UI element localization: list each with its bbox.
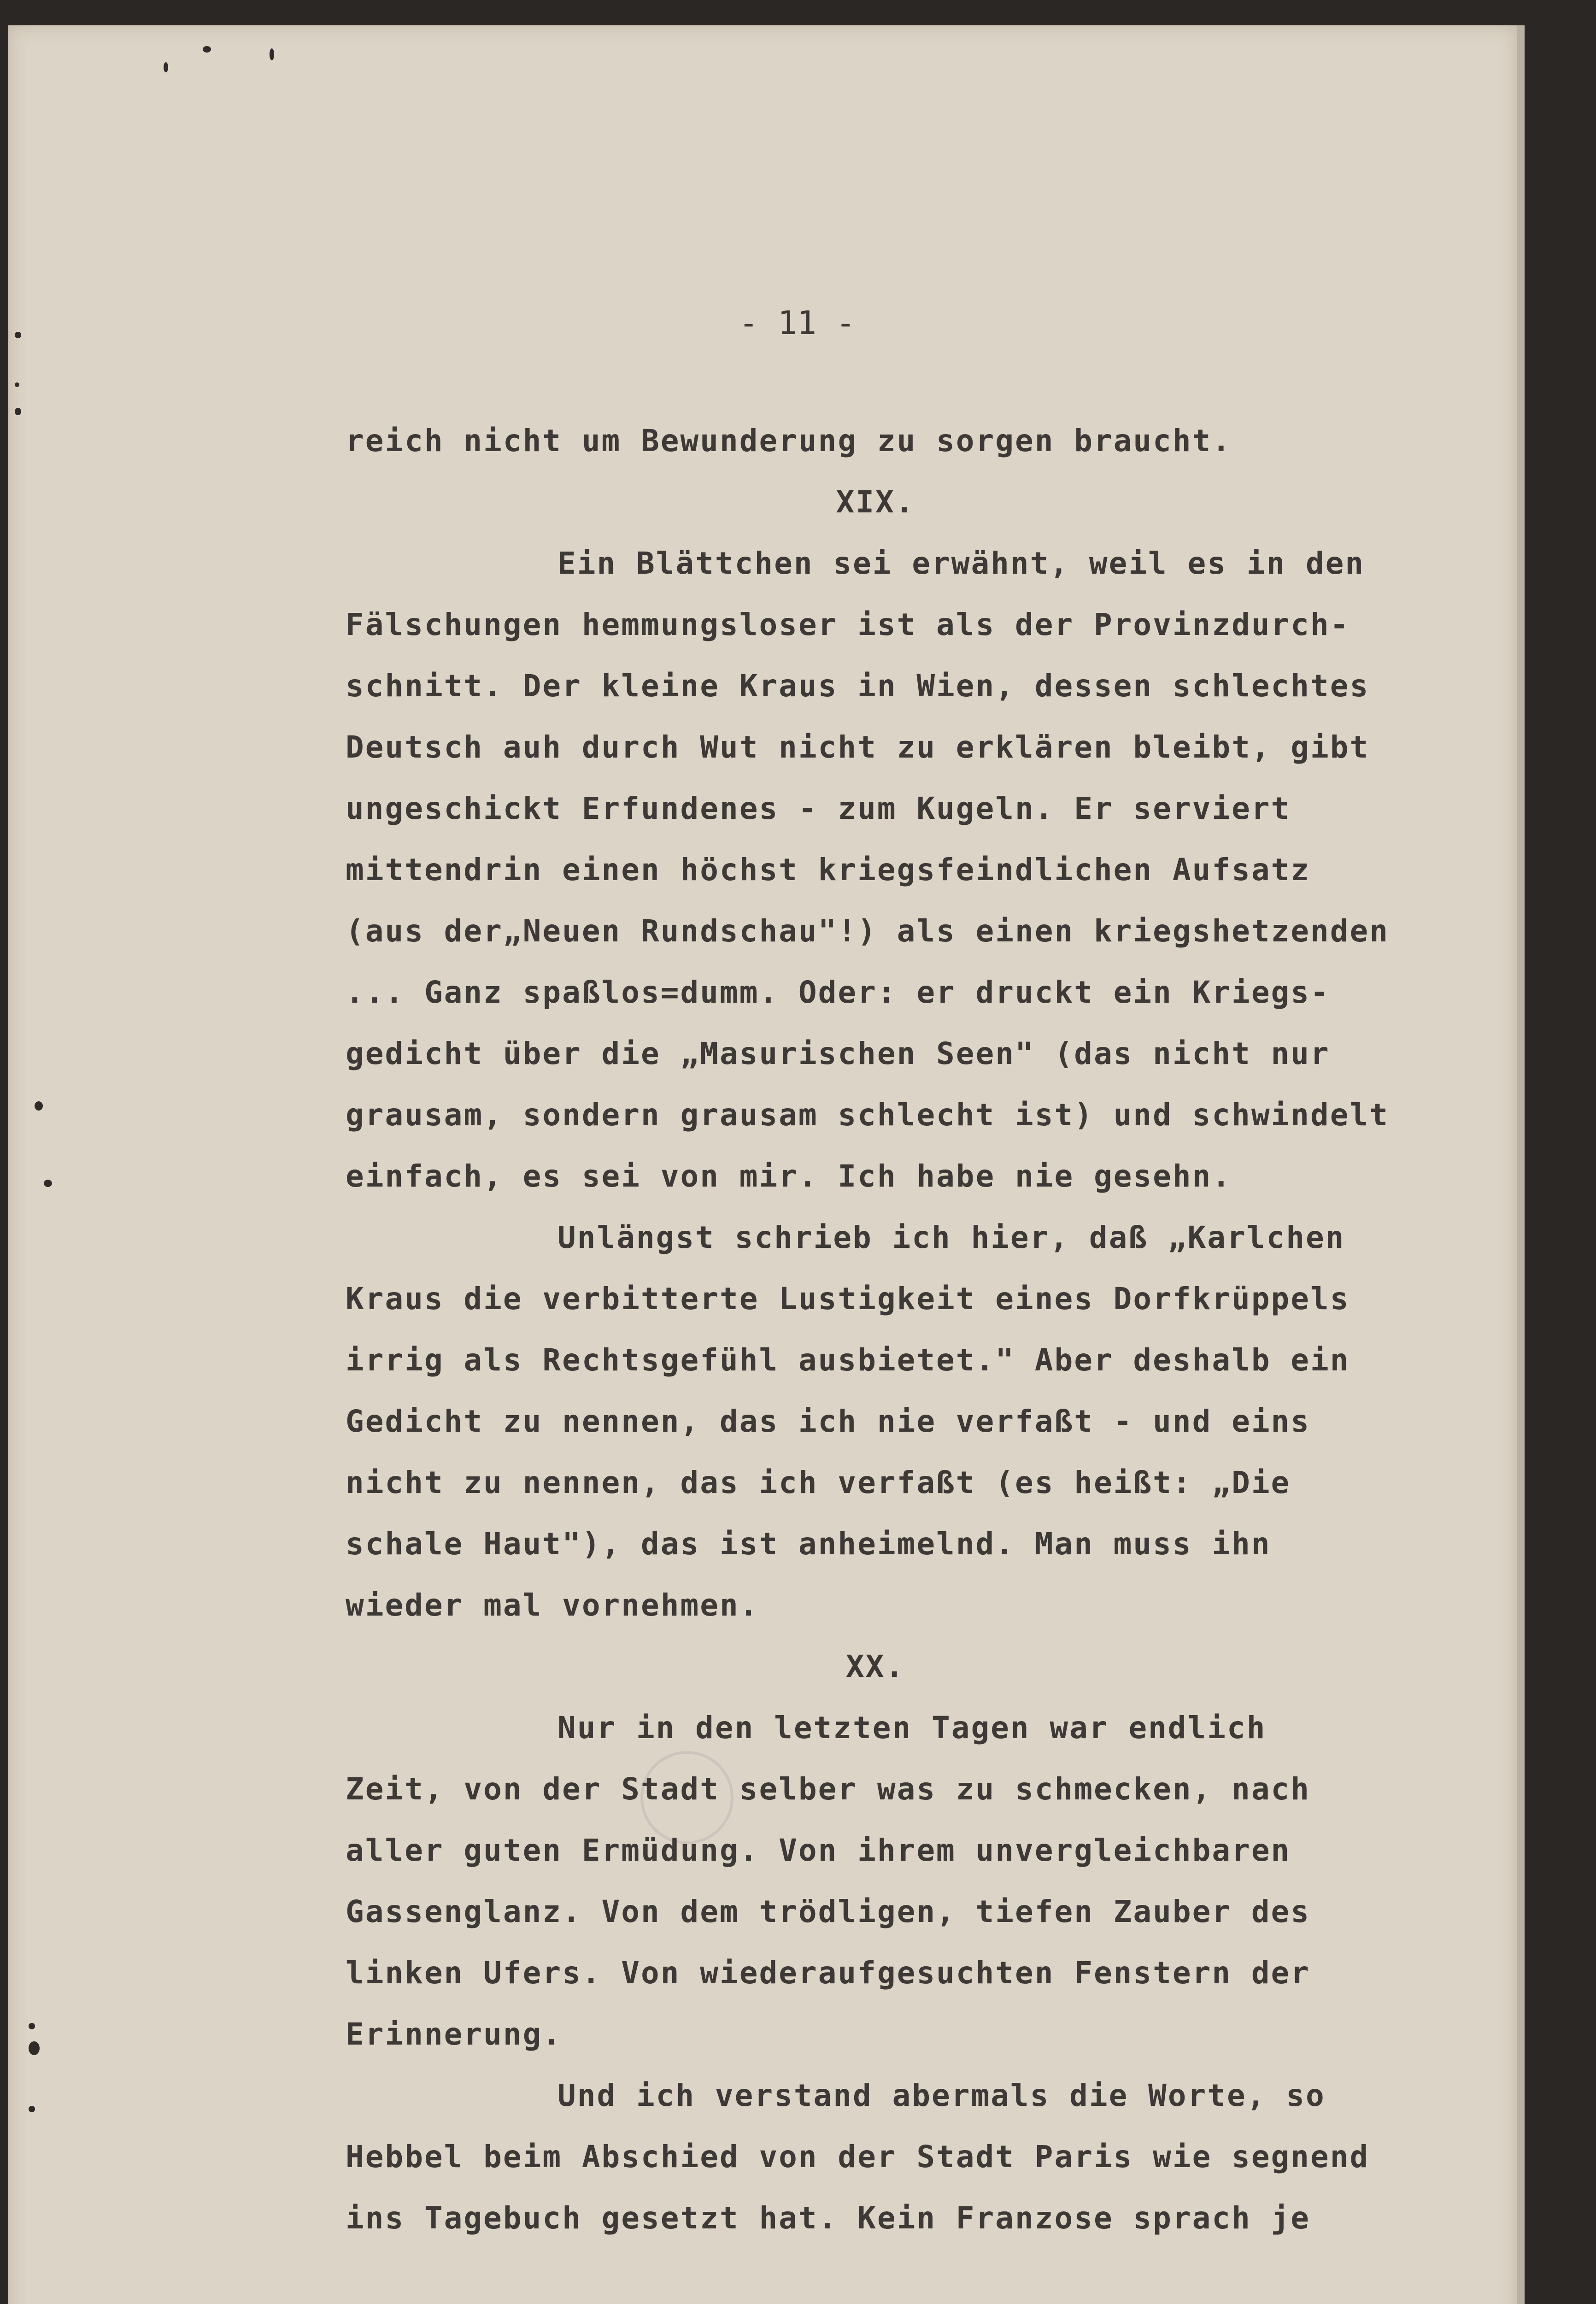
margin-mark [15,382,19,387]
margin-mark [35,1101,43,1111]
margin-mark [203,46,211,53]
text-line: Fälschungen hemmungsloser ist als der Provinzdurch- [346,607,1350,642]
typewritten-text [346,410,1488,2249]
text-line: ungeschickt Erfundenes - zum Kugeln. Er serviert [346,791,1291,826]
margin-mark [270,48,274,60]
text-line: irrig als Rechtsgefühl ausbietet." Aber deshalb ein [346,1342,1350,1378]
text-line: ... Ganz spaßlos=dumm. Oder: er druckt ein Kriegs- [346,975,1330,1010]
margin-mark [15,332,21,338]
text-line: aller guten Ermüdung. Von ihrem unvergleichbaren [346,1833,1291,1868]
section-heading-xx: XX. [845,1649,905,1684]
text-line: (aus der„Neuen Rundschau"!) als einen kriegshetzenden [346,913,1389,949]
text-line: wieder mal vornehmen. [346,1587,759,1623]
margin-mark [44,1180,52,1187]
text-line: ins Tagebuch gesetzt hat. Kein Franzose sprach je [346,2200,1311,2236]
text-line: Deutsch auh durch Wut nicht zu erklären bleibt, gibt [346,729,1370,765]
text-line: reich nicht um Bewunderung zu sorgen braucht. [346,423,1232,458]
margin-mark [15,408,21,415]
text-line: nicht zu nennen, das ich verfaßt (es heißt: „Die [346,1465,1291,1500]
text-line: Hebbel beim Abschied von der Stadt Paris wie segnend [346,2139,1370,2175]
text-line: mittendrin einen höchst kriegsfeindlichen Aufsatz [346,852,1311,888]
text-line: einfach, es sei von mir. Ich habe nie gesehn. [346,1158,1232,1194]
text-line: grausam, sondern grausam schlecht ist) und schwindelt [346,1097,1389,1133]
text-line: schale Haut"), das ist anheimelnd. Man muss ihn [346,1526,1271,1562]
margin-mark [29,2041,40,2055]
margin-mark [29,2023,35,2029]
text-line: linken Ufers. Von wiederaufgesuchten Fenstern der [346,1955,1311,1991]
text-line: Erinnerung. [346,2016,563,2052]
text-line: Zeit, von der Stadt selber was zu schmecken, nach [346,1771,1311,1807]
text-line: Und ich verstand abermals die Worte, so [557,2078,1326,2113]
section-heading-xix: XIX. [836,484,915,520]
text-line: schnitt. Der kleine Kraus in Wien, dessen schlechtes [346,668,1370,704]
page-number: - 11 - [739,304,856,342]
text-line: Unlängst schrieb ich hier, daß „Karlchen [557,1220,1345,1255]
text-line: Gassenglanz. Von dem trödligen, tiefen Zauber des [346,1894,1311,1929]
text-line: Kraus die verbitterte Lustigkeit eines Dorfkrüppels [346,1281,1350,1317]
text-line: Nur in den letzten Tagen war endlich [557,1710,1267,1746]
text-line: Gedicht zu nennen, das ich nie verfaßt - und eins [346,1404,1311,1439]
text-line: Ein Blättchen sei erwähnt, weil es in den [557,546,1365,581]
margin-mark [29,2106,35,2112]
margin-mark [164,62,168,72]
text-line: gedicht über die „Masurischen Seen" (das nicht nur [346,1036,1330,1071]
paper-edge [1517,25,1525,2304]
